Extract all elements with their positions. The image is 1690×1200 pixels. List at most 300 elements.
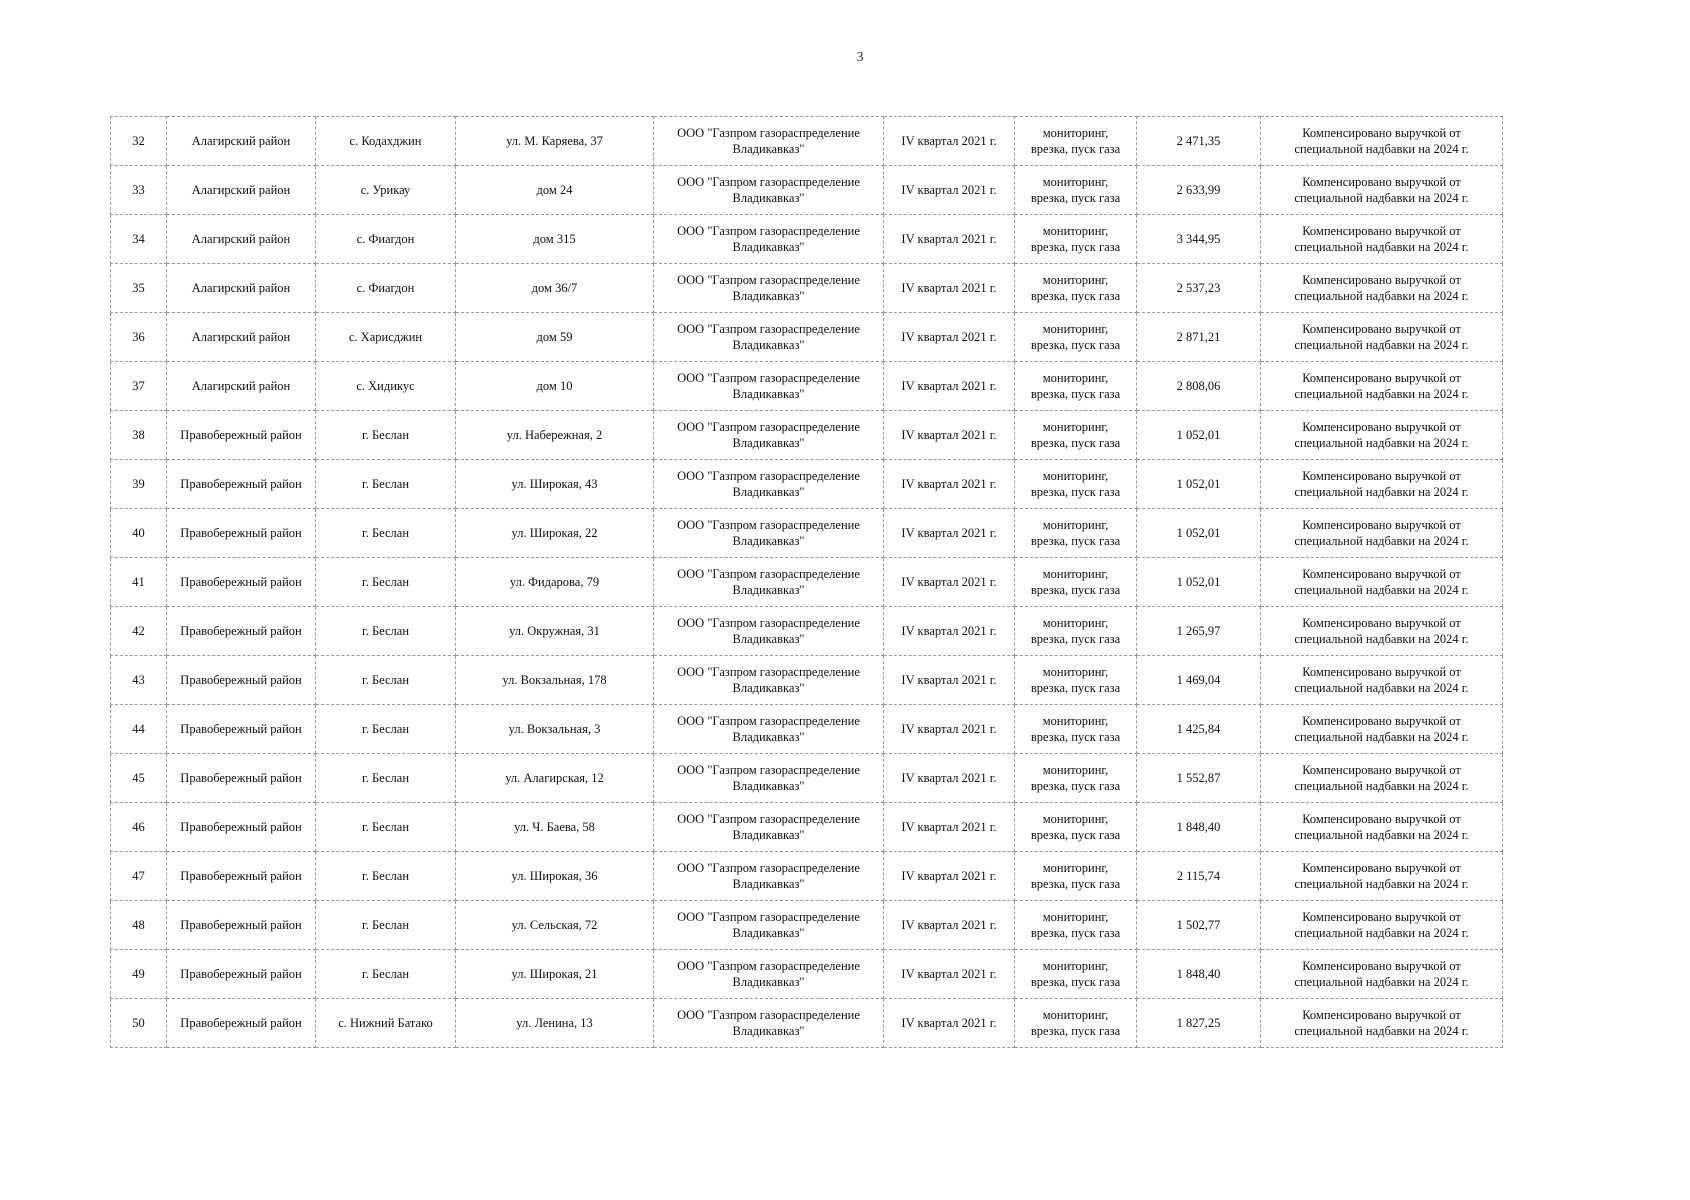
period-cell: IV квартал 2021 г. (884, 313, 1015, 362)
locality-cell: г. Беслан (316, 411, 456, 460)
organization-line-2: Владикавказ" (732, 632, 805, 646)
organization-cell (654, 166, 884, 215)
period-cell: IV квартал 2021 г. (884, 754, 1015, 803)
period-cell: IV квартал 2021 г. (884, 215, 1015, 264)
note-line-2: специальной надбавки на 2024 г. (1294, 142, 1469, 156)
note-line-1: Компенсировано выручкой от (1302, 812, 1461, 826)
amount-cell: 1 265,97 (1137, 607, 1261, 656)
note-line-2: специальной надбавки на 2024 г. (1294, 534, 1469, 548)
work-type-line-2: врезка, пуск газа (1030, 730, 1121, 744)
amount-cell: 2 537,23 (1137, 264, 1261, 313)
note-line-2: специальной надбавки на 2024 г. (1294, 485, 1469, 499)
table-row (111, 362, 1503, 411)
note-line-1: Компенсировано выручкой от (1302, 910, 1461, 924)
page-number: 3 (856, 50, 864, 65)
note-cell (1261, 558, 1503, 607)
period-cell: IV квартал 2021 г. (884, 117, 1015, 166)
amount-cell: 1 552,87 (1137, 754, 1261, 803)
address-cell: дом 24 (456, 166, 654, 215)
organization-cell (654, 803, 884, 852)
district-cell: Правобережный район (167, 852, 316, 901)
organization-cell (654, 117, 884, 166)
organization-cell (654, 607, 884, 656)
work-type-line-1: мониторинг, (1042, 763, 1109, 777)
note-line-2: специальной надбавки на 2024 г. (1294, 240, 1469, 254)
amount-cell: 3 344,95 (1137, 215, 1261, 264)
work-type-line-1: мониторинг, (1042, 910, 1109, 924)
organization-line-1: ООО "Газпром газораспределение (677, 763, 860, 777)
work-type-cell (1015, 411, 1137, 460)
gas-connection-table (110, 116, 1503, 1048)
period-cell: IV квартал 2021 г. (884, 999, 1015, 1048)
note-cell (1261, 509, 1503, 558)
amount-cell: 1 848,40 (1137, 950, 1261, 999)
organization-cell (654, 313, 884, 362)
row-number-cell: 49 (111, 950, 167, 999)
district-cell: Алагирский район (167, 264, 316, 313)
organization-line-1: ООО "Газпром газораспределение (677, 861, 860, 875)
table-row (111, 999, 1503, 1048)
work-type-cell (1015, 558, 1137, 607)
table-row (111, 313, 1503, 362)
note-line-2: специальной надбавки на 2024 г. (1294, 1024, 1469, 1038)
organization-line-2: Владикавказ" (732, 1024, 805, 1038)
work-type-line-1: мониторинг, (1042, 959, 1109, 973)
locality-cell: с. Харисджин (316, 313, 456, 362)
organization-cell (654, 215, 884, 264)
note-line-2: специальной надбавки на 2024 г. (1294, 436, 1469, 450)
row-number-cell: 36 (111, 313, 167, 362)
work-type-line-2: врезка, пуск газа (1030, 975, 1121, 989)
amount-cell: 1 469,04 (1137, 656, 1261, 705)
organization-cell (654, 509, 884, 558)
district-cell: Правобережный район (167, 460, 316, 509)
period-cell: IV квартал 2021 г. (884, 264, 1015, 313)
row-number-cell: 34 (111, 215, 167, 264)
locality-cell: г. Беслан (316, 607, 456, 656)
organization-cell (654, 411, 884, 460)
amount-cell: 2 808,06 (1137, 362, 1261, 411)
note-line-1: Компенсировано выручкой от (1302, 175, 1461, 189)
table-row (111, 950, 1503, 999)
organization-line-1: ООО "Газпром газораспределение (677, 812, 860, 826)
address-cell: ул. М. Каряева, 37 (456, 117, 654, 166)
work-type-line-1: мониторинг, (1042, 812, 1109, 826)
work-type-cell (1015, 754, 1137, 803)
period-cell: IV квартал 2021 г. (884, 558, 1015, 607)
table-row (111, 901, 1503, 950)
work-type-line-1: мониторинг, (1042, 175, 1109, 189)
organization-line-2: Владикавказ" (732, 338, 805, 352)
organization-line-2: Владикавказ" (732, 779, 805, 793)
address-cell: ул. Ленина, 13 (456, 999, 654, 1048)
organization-line-2: Владикавказ" (732, 975, 805, 989)
note-line-1: Компенсировано выручкой от (1302, 420, 1461, 434)
period-cell: IV квартал 2021 г. (884, 803, 1015, 852)
work-type-line-1: мониторинг, (1042, 1008, 1109, 1022)
note-cell (1261, 411, 1503, 460)
address-cell: ул. Широкая, 22 (456, 509, 654, 558)
work-type-line-2: врезка, пуск газа (1030, 142, 1121, 156)
locality-cell: г. Беслан (316, 901, 456, 950)
work-type-cell (1015, 460, 1137, 509)
work-type-cell (1015, 607, 1137, 656)
row-number-cell: 43 (111, 656, 167, 705)
note-cell (1261, 362, 1503, 411)
note-cell (1261, 607, 1503, 656)
organization-cell (654, 705, 884, 754)
note-cell (1261, 215, 1503, 264)
row-number-cell: 40 (111, 509, 167, 558)
table-row (111, 754, 1503, 803)
note-line-2: специальной надбавки на 2024 г. (1294, 779, 1469, 793)
row-number-cell: 47 (111, 852, 167, 901)
organization-cell (654, 558, 884, 607)
row-number-cell: 46 (111, 803, 167, 852)
address-cell: дом 59 (456, 313, 654, 362)
table-row (111, 509, 1503, 558)
note-line-1: Компенсировано выручкой от (1302, 665, 1461, 679)
period-cell: IV квартал 2021 г. (884, 509, 1015, 558)
locality-cell: г. Беслан (316, 656, 456, 705)
work-type-line-2: врезка, пуск газа (1030, 1024, 1121, 1038)
organization-cell (654, 852, 884, 901)
amount-cell: 1 052,01 (1137, 411, 1261, 460)
organization-line-2: Владикавказ" (732, 191, 805, 205)
address-cell: ул. Широкая, 43 (456, 460, 654, 509)
work-type-line-1: мониторинг, (1042, 616, 1109, 630)
organization-cell (654, 656, 884, 705)
table-body (111, 117, 1503, 1048)
organization-line-1: ООО "Газпром газораспределение (677, 273, 860, 287)
table-row (111, 264, 1503, 313)
table-row (111, 803, 1503, 852)
amount-cell: 1 848,40 (1137, 803, 1261, 852)
district-cell: Правобережный район (167, 803, 316, 852)
address-cell: дом 36/7 (456, 264, 654, 313)
amount-cell: 1 052,01 (1137, 558, 1261, 607)
locality-cell: с. Хидикус (316, 362, 456, 411)
note-line-2: специальной надбавки на 2024 г. (1294, 387, 1469, 401)
locality-cell: г. Беслан (316, 754, 456, 803)
address-cell: дом 315 (456, 215, 654, 264)
organization-line-1: ООО "Газпром газораспределение (677, 175, 860, 189)
work-type-cell (1015, 901, 1137, 950)
organization-cell (654, 950, 884, 999)
organization-line-2: Владикавказ" (732, 142, 805, 156)
work-type-cell (1015, 313, 1137, 362)
address-cell: дом 10 (456, 362, 654, 411)
row-number-cell: 42 (111, 607, 167, 656)
note-cell (1261, 264, 1503, 313)
note-line-1: Компенсировано выручкой от (1302, 224, 1461, 238)
organization-line-2: Владикавказ" (732, 926, 805, 940)
note-line-2: специальной надбавки на 2024 г. (1294, 191, 1469, 205)
locality-cell: с. Фиагдон (316, 215, 456, 264)
note-line-2: специальной надбавки на 2024 г. (1294, 975, 1469, 989)
period-cell: IV квартал 2021 г. (884, 460, 1015, 509)
note-line-1: Компенсировано выручкой от (1302, 518, 1461, 532)
note-line-1: Компенсировано выручкой от (1302, 322, 1461, 336)
work-type-line-2: врезка, пуск газа (1030, 779, 1121, 793)
row-number-cell: 37 (111, 362, 167, 411)
note-cell (1261, 166, 1503, 215)
organization-line-1: ООО "Газпром газораспределение (677, 371, 860, 385)
district-cell: Правобережный район (167, 509, 316, 558)
organization-line-1: ООО "Газпром газораспределение (677, 910, 860, 924)
amount-cell: 2 871,21 (1137, 313, 1261, 362)
district-cell: Алагирский район (167, 362, 316, 411)
table-row (111, 607, 1503, 656)
district-cell: Правобережный район (167, 754, 316, 803)
amount-cell: 2 633,99 (1137, 166, 1261, 215)
table-row (111, 656, 1503, 705)
note-line-1: Компенсировано выручкой от (1302, 959, 1461, 973)
work-type-line-2: врезка, пуск газа (1030, 289, 1121, 303)
locality-cell: с. Фиагдон (316, 264, 456, 313)
organization-cell (654, 362, 884, 411)
address-cell: ул. Набережная, 2 (456, 411, 654, 460)
note-line-2: специальной надбавки на 2024 г. (1294, 289, 1469, 303)
address-cell: ул. Ч. Баева, 58 (456, 803, 654, 852)
organization-line-1: ООО "Газпром газораспределение (677, 959, 860, 973)
note-cell (1261, 950, 1503, 999)
note-cell (1261, 901, 1503, 950)
work-type-line-1: мониторинг, (1042, 861, 1109, 875)
period-cell: IV квартал 2021 г. (884, 607, 1015, 656)
locality-cell: г. Беслан (316, 509, 456, 558)
organization-cell (654, 264, 884, 313)
district-cell: Правобережный район (167, 705, 316, 754)
note-line-2: специальной надбавки на 2024 г. (1294, 877, 1469, 891)
note-line-2: специальной надбавки на 2024 г. (1294, 828, 1469, 842)
work-type-line-2: врезка, пуск газа (1030, 534, 1121, 548)
work-type-cell (1015, 215, 1137, 264)
work-type-line-2: врезка, пуск газа (1030, 338, 1121, 352)
note-line-1: Компенсировано выручкой от (1302, 861, 1461, 875)
address-cell: ул. Широкая, 36 (456, 852, 654, 901)
organization-line-1: ООО "Газпром газораспределение (677, 1008, 860, 1022)
table-row (111, 117, 1503, 166)
organization-cell (654, 999, 884, 1048)
note-cell (1261, 117, 1503, 166)
work-type-line-2: врезка, пуск газа (1030, 436, 1121, 450)
note-line-2: специальной надбавки на 2024 г. (1294, 730, 1469, 744)
work-type-line-1: мониторинг, (1042, 714, 1109, 728)
note-line-2: специальной надбавки на 2024 г. (1294, 338, 1469, 352)
address-cell: ул. Алагирская, 12 (456, 754, 654, 803)
organization-line-1: ООО "Газпром газораспределение (677, 224, 860, 238)
note-line-1: Компенсировано выручкой от (1302, 273, 1461, 287)
organization-line-2: Владикавказ" (732, 730, 805, 744)
work-type-cell (1015, 362, 1137, 411)
district-cell: Правобережный район (167, 607, 316, 656)
organization-line-1: ООО "Газпром газораспределение (677, 518, 860, 532)
note-line-1: Компенсировано выручкой от (1302, 469, 1461, 483)
table-row (111, 705, 1503, 754)
district-cell: Алагирский район (167, 215, 316, 264)
work-type-line-2: врезка, пуск газа (1030, 583, 1121, 597)
row-number-cell: 44 (111, 705, 167, 754)
note-cell (1261, 313, 1503, 362)
table-row (111, 852, 1503, 901)
table-row (111, 411, 1503, 460)
district-cell: Правобережный район (167, 656, 316, 705)
organization-line-2: Владикавказ" (732, 240, 805, 254)
work-type-line-2: врезка, пуск газа (1030, 632, 1121, 646)
work-type-line-1: мониторинг, (1042, 518, 1109, 532)
work-type-line-1: мониторинг, (1042, 126, 1109, 140)
amount-cell: 2 471,35 (1137, 117, 1261, 166)
work-type-cell (1015, 950, 1137, 999)
work-type-line-1: мониторинг, (1042, 665, 1109, 679)
organization-line-1: ООО "Газпром газораспределение (677, 665, 860, 679)
row-number-cell: 45 (111, 754, 167, 803)
work-type-cell (1015, 509, 1137, 558)
period-cell: IV квартал 2021 г. (884, 411, 1015, 460)
row-number-cell: 39 (111, 460, 167, 509)
locality-cell: с. Кодахджин (316, 117, 456, 166)
organization-line-2: Владикавказ" (732, 534, 805, 548)
organization-line-2: Владикавказ" (732, 289, 805, 303)
note-line-1: Компенсировано выручкой от (1302, 1008, 1461, 1022)
organization-line-1: ООО "Газпром газораспределение (677, 126, 860, 140)
locality-cell: г. Беслан (316, 460, 456, 509)
amount-cell: 1 052,01 (1137, 460, 1261, 509)
organization-line-2: Владикавказ" (732, 436, 805, 450)
work-type-line-1: мониторинг, (1042, 322, 1109, 336)
address-cell: ул. Широкая, 21 (456, 950, 654, 999)
work-type-line-2: врезка, пуск газа (1030, 240, 1121, 254)
locality-cell: г. Беслан (316, 803, 456, 852)
locality-cell: г. Беслан (316, 950, 456, 999)
address-cell: ул. Вокзальная, 178 (456, 656, 654, 705)
organization-line-1: ООО "Газпром газораспределение (677, 567, 860, 581)
work-type-cell (1015, 852, 1137, 901)
note-line-1: Компенсировано выручкой от (1302, 371, 1461, 385)
organization-cell (654, 901, 884, 950)
work-type-cell (1015, 117, 1137, 166)
work-type-cell (1015, 166, 1137, 215)
note-line-1: Компенсировано выручкой от (1302, 616, 1461, 630)
work-type-line-2: врезка, пуск газа (1030, 926, 1121, 940)
organization-line-2: Владикавказ" (732, 387, 805, 401)
period-cell: IV квартал 2021 г. (884, 656, 1015, 705)
organization-line-2: Владикавказ" (732, 583, 805, 597)
work-type-line-1: мониторинг, (1042, 371, 1109, 385)
address-cell: ул. Окружная, 31 (456, 607, 654, 656)
work-type-cell (1015, 803, 1137, 852)
locality-cell: с. Нижний Батако (316, 999, 456, 1048)
district-cell: Правобережный район (167, 558, 316, 607)
district-cell: Алагирский район (167, 313, 316, 362)
district-cell: Алагирский район (167, 166, 316, 215)
organization-line-1: ООО "Газпром газораспределение (677, 322, 860, 336)
note-line-1: Компенсировано выручкой от (1302, 714, 1461, 728)
period-cell: IV квартал 2021 г. (884, 705, 1015, 754)
note-line-1: Компенсировано выручкой от (1302, 763, 1461, 777)
work-type-line-2: врезка, пуск газа (1030, 387, 1121, 401)
amount-cell: 1 827,25 (1137, 999, 1261, 1048)
organization-line-1: ООО "Газпром газораспределение (677, 616, 860, 630)
period-cell: IV квартал 2021 г. (884, 166, 1015, 215)
row-number-cell: 33 (111, 166, 167, 215)
work-type-line-1: мониторинг, (1042, 567, 1109, 581)
address-cell: ул. Сельская, 72 (456, 901, 654, 950)
table-row (111, 215, 1503, 264)
organization-line-2: Владикавказ" (732, 681, 805, 695)
amount-cell: 1 425,84 (1137, 705, 1261, 754)
address-cell: ул. Фидарова, 79 (456, 558, 654, 607)
organization-line-1: ООО "Газпром газораспределение (677, 469, 860, 483)
work-type-line-2: врезка, пуск газа (1030, 877, 1121, 891)
work-type-line-2: врезка, пуск газа (1030, 681, 1121, 695)
row-number-cell: 35 (111, 264, 167, 313)
row-number-cell: 50 (111, 999, 167, 1048)
locality-cell: г. Беслан (316, 558, 456, 607)
table-row (111, 460, 1503, 509)
organization-cell (654, 460, 884, 509)
table-row (111, 558, 1503, 607)
district-cell: Правобережный район (167, 950, 316, 999)
note-cell (1261, 705, 1503, 754)
note-line-1: Компенсировано выручкой от (1302, 126, 1461, 140)
organization-line-1: ООО "Газпром газораспределение (677, 714, 860, 728)
amount-cell: 1 052,01 (1137, 509, 1261, 558)
organization-cell (654, 754, 884, 803)
note-line-2: специальной надбавки на 2024 г. (1294, 926, 1469, 940)
work-type-cell (1015, 656, 1137, 705)
row-number-cell: 32 (111, 117, 167, 166)
note-cell (1261, 460, 1503, 509)
work-type-line-1: мониторинг, (1042, 224, 1109, 238)
work-type-line-1: мониторинг, (1042, 469, 1109, 483)
period-cell: IV квартал 2021 г. (884, 852, 1015, 901)
period-cell: IV квартал 2021 г. (884, 362, 1015, 411)
note-cell (1261, 999, 1503, 1048)
row-number-cell: 38 (111, 411, 167, 460)
note-line-2: специальной надбавки на 2024 г. (1294, 681, 1469, 695)
note-cell (1261, 754, 1503, 803)
work-type-cell (1015, 705, 1137, 754)
district-cell: Правобережный район (167, 901, 316, 950)
note-line-2: специальной надбавки на 2024 г. (1294, 583, 1469, 597)
work-type-line-1: мониторинг, (1042, 273, 1109, 287)
period-cell: IV квартал 2021 г. (884, 901, 1015, 950)
address-cell: ул. Вокзальная, 3 (456, 705, 654, 754)
note-line-1: Компенсировано выручкой от (1302, 567, 1461, 581)
work-type-cell (1015, 264, 1137, 313)
note-line-2: специальной надбавки на 2024 г. (1294, 632, 1469, 646)
organization-line-2: Владикавказ" (732, 828, 805, 842)
note-cell (1261, 656, 1503, 705)
period-cell: IV квартал 2021 г. (884, 950, 1015, 999)
organization-line-1: ООО "Газпром газораспределение (677, 420, 860, 434)
row-number-cell: 41 (111, 558, 167, 607)
district-cell: Правобережный район (167, 411, 316, 460)
work-type-line-1: мониторинг, (1042, 420, 1109, 434)
amount-cell: 2 115,74 (1137, 852, 1261, 901)
row-number-cell: 48 (111, 901, 167, 950)
district-cell: Правобережный район (167, 999, 316, 1048)
work-type-line-2: врезка, пуск газа (1030, 485, 1121, 499)
table-row (111, 166, 1503, 215)
work-type-line-2: врезка, пуск газа (1030, 191, 1121, 205)
amount-cell: 1 502,77 (1137, 901, 1261, 950)
district-cell: Алагирский район (167, 117, 316, 166)
note-cell (1261, 803, 1503, 852)
note-cell (1261, 852, 1503, 901)
